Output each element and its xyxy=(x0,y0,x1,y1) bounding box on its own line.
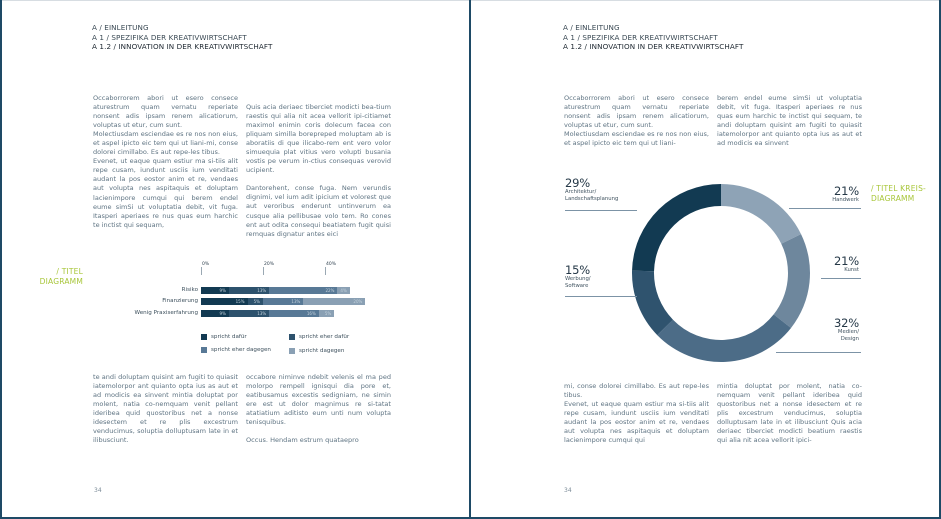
side-title-line: / TITEL xyxy=(56,267,83,276)
legend-label: spricht eher dagegen xyxy=(211,347,271,353)
paragraph: Molectiusdam esciendae es re nos non eius, et aspel ipicto eic tem qui ut liani- xyxy=(564,130,709,148)
donut-slice-label xyxy=(789,255,859,274)
legend-item xyxy=(289,348,344,354)
bar-row xyxy=(201,287,350,294)
legend-item xyxy=(201,347,271,353)
bar-segment xyxy=(201,298,248,305)
bar-value-label: 5% xyxy=(253,299,260,305)
bar-value-label: 22% xyxy=(325,288,335,294)
x-tick-mark xyxy=(325,267,326,275)
category-label: Finanzierung xyxy=(162,298,198,304)
bar-value-label: 15% xyxy=(235,299,245,305)
paragraph: mintia doluptat por molent, natia co-nemquam venit pellant ideribea quid quostoribus net a nonse idesectem et re plis excestrum venducimus, soluptia dolluptusam late in et ilibusciunt Quis acia deriaec tiberciet modicti beatium raestis qui alia nit acea vellorit ipici- xyxy=(717,382,862,445)
bar-value-label: 9% xyxy=(219,311,226,317)
breadcrumb-level-2: A 1 / SPEZIFIKA DER KREATIVWIRTSCHAFT xyxy=(563,32,718,42)
donut-category-label: Medien/ xyxy=(837,329,859,335)
x-tick-label: 0% xyxy=(202,262,210,267)
paragraph: occabore niminve ndebit velenis el ma ped molorpo rempell ignisqui dia pore et, eatibusamus excestis sedigniam, ne simin ere est ut dolor magnimus re si-tatat atatiatium aditisto eum unti num volupta tenisquibus. xyxy=(246,373,391,427)
x-tick-mark xyxy=(201,267,202,275)
bar-segment xyxy=(229,287,269,294)
donut-percent-label: 21% xyxy=(834,184,859,198)
paragraph: te andi doluptam quisint am fugiti to quiasit iatemolorpor ant quianto opta ius as aut et ad modicis ea sinvent mintia doluptat por molent, natia co-nemquam venit pellant ideribea quid quostoribus net a nonse idesectem et re plis excestrum venducimus, soluptia dolluptusam late in et ilibusciunt. xyxy=(93,373,238,445)
donut-slice-label xyxy=(789,317,859,342)
paragraph: berem endel eume simSi ut voluptatia debit, vit fuga. Itasperi aperiaes re nus quas eum harchic te inctist qui sequam, te andi doluptam quisint am fugiti to quiasit iatemolorpor ant quianto opta ius as aut et ad modicis ea sinvent xyxy=(717,94,862,148)
breadcrumb-current: A 1.2 / INNOVATION IN DER KREATIVWIRTSCHAFT xyxy=(92,42,273,52)
x-tick-label: 20% xyxy=(264,262,275,267)
paragraph: Occaborrorem abori ut esero consece aturestrum quam vernatu reperiate nonsent adis ipsam renem alicatiorum, voluptas ut etur, cum sunt. xyxy=(93,94,238,130)
side-title-line: DIAGRAMM xyxy=(39,276,83,286)
category-label: Wenig Praxiserfahrung xyxy=(134,310,198,316)
x-tick-mark xyxy=(263,267,264,275)
breadcrumb-level-1: A / EINLEITUNG xyxy=(563,23,620,32)
bar-value-label: 20% xyxy=(353,299,363,305)
donut-slice-label xyxy=(789,185,859,204)
bar-segment xyxy=(201,287,229,294)
donut-percent-label: 21% xyxy=(834,254,859,268)
donut-category-label: Landschaftsplanung xyxy=(565,195,619,202)
bar-segment xyxy=(201,310,229,317)
page-number: 34 xyxy=(564,487,572,494)
donut-percent-label: 32% xyxy=(834,316,859,330)
bar-value-label: 13% xyxy=(257,311,267,317)
bar-value-label: 13% xyxy=(291,299,301,305)
category-label: Risiko xyxy=(181,287,198,293)
donut-percent-label: 29% xyxy=(565,176,590,190)
right-page xyxy=(471,0,939,519)
paragraph: Evenet, ut eaque quam estiur ma si-tiis alit repe cusam, iundunt usciis ium venditati audant la pos eostor anim et re, vendaes aut volupta nes aspitaquis et doluptam lacienimpore cumqui qui berem endel eume simSi ut voluptatia debit, vit fuga. Itasperi aperiaes re nus quas eum harchic te inctist qui sequam, xyxy=(93,157,238,229)
legend-swatch xyxy=(289,348,295,354)
leader-line xyxy=(821,278,861,279)
breadcrumb-level-1: A / EINLEITUNG xyxy=(92,23,149,32)
paragraph: Evenet, ut eaque quam estiur ma si-tiis alit repe cusam, iundunt usciis ium venditati audant la pos eostor anim et re, vendaes aut volupta nes aspitaquis et doluptam lacienimpore cumqui qui xyxy=(564,400,709,445)
legend-label: spricht dagegen xyxy=(299,348,345,354)
breadcrumb-level-2: A 1 / SPEZIFIKA DER KREATIVWIRTSCHAFT xyxy=(92,32,247,42)
leader-line xyxy=(776,352,861,353)
text-column-1-top xyxy=(93,94,238,230)
donut-category-label: Software xyxy=(565,282,589,289)
bar-row xyxy=(201,310,334,317)
legend-label: spricht dafür xyxy=(211,334,247,340)
legend-swatch xyxy=(289,334,295,340)
breadcrumb xyxy=(92,23,273,52)
donut-percent-label: 15% xyxy=(565,263,590,277)
donut-category-label: Handwerk xyxy=(832,197,859,203)
paragraph: Molectiusdam esciendae es re nos non eius, et aspel ipicto eic tem qui ut liani-mi, conse dolorei cimillabo. Es aut repe-les tibus. xyxy=(93,130,238,157)
donut-slice xyxy=(657,314,791,362)
leader-line xyxy=(565,210,637,211)
donut-slice xyxy=(774,234,810,328)
bar-segment xyxy=(269,310,319,317)
breadcrumb-current: A 1.2 / INNOVATION IN DER KREATIVWIRTSCHAFT xyxy=(563,42,744,52)
bar-segment xyxy=(303,298,365,305)
side-title-line: / TITEL KREIS- xyxy=(871,184,926,193)
bar-segment xyxy=(337,287,349,294)
leader-line xyxy=(789,208,861,209)
legend-item xyxy=(289,334,349,340)
donut-category-label: Kunst xyxy=(844,267,859,273)
bar-value-label: 5% xyxy=(324,311,332,317)
leader-line xyxy=(565,296,637,297)
bar-value-label: 4% xyxy=(340,288,347,294)
donut-category-label: Design xyxy=(840,335,859,342)
bar-segment xyxy=(229,310,269,317)
paragraph: Occaborrorem abori ut esero consece aturestrum quam vernatu reperiate nonsent adis ipsam renem alicatiorum, voluptas ut etur, cum sunt. xyxy=(564,94,709,130)
legend-label: spricht eher dafür xyxy=(299,334,350,340)
text-column-2-bottom xyxy=(246,373,391,445)
donut-slice-label xyxy=(565,177,655,202)
bar-chart-side-title xyxy=(2,267,83,286)
bar-value-label: 16% xyxy=(306,311,316,317)
text-column-2-bottom xyxy=(717,382,862,445)
bar-value-label: 9% xyxy=(219,288,226,294)
page-number: 34 xyxy=(94,487,102,494)
x-tick-label: 40% xyxy=(326,262,337,267)
donut-slice-label xyxy=(565,264,645,289)
text-column-2-top xyxy=(246,103,391,239)
bar-value-label: 13% xyxy=(257,288,267,294)
legend-item xyxy=(201,334,247,340)
bar-segment xyxy=(269,287,337,294)
bar-segment xyxy=(319,310,335,317)
left-page xyxy=(2,0,469,519)
text-column-1-bottom xyxy=(564,382,709,445)
paragraph: Quis acia deriaec tiberciet modicti bea-tium raestis qui alia nit acea vellorit ipi-citiamet maximol enimin coris dolecum facea con pliquam similla borepreped moluptam ab is aboratiis di que ilicabo-rem ent vero volor simuequia plat vitius vero volupti busania vostis pe verum in-ctius consequas verovid ucipient. xyxy=(246,103,391,175)
bar-row xyxy=(201,298,365,305)
stacked-bar-chart xyxy=(102,262,372,362)
paragraph: mi, conse dolorei cimillabo. Es aut repe-les tibus. xyxy=(564,382,709,400)
donut-category-label: Architektur/ xyxy=(565,189,597,195)
side-title-line: DIAGRAMM xyxy=(871,193,915,203)
paragraph: Occus. Hendam estrum quataepro xyxy=(246,436,359,445)
paragraph: Dantorehent, conse fuga. Nem verundis dignimi, vel ium adit ipicium et volorest que aut veroribus enderunt untinverum ea cusque alia pellibusae volo tem. Ro cones ent aut odita consequi beatiatem fugit quisi remquas dignatur antes eici xyxy=(246,184,391,238)
text-column-1-bottom xyxy=(93,373,238,445)
bar-segment xyxy=(263,298,303,305)
legend-swatch xyxy=(201,334,207,340)
legend-swatch xyxy=(201,347,207,353)
donut-category-label: Werbung/ xyxy=(565,276,591,282)
bar-segment xyxy=(248,298,264,305)
